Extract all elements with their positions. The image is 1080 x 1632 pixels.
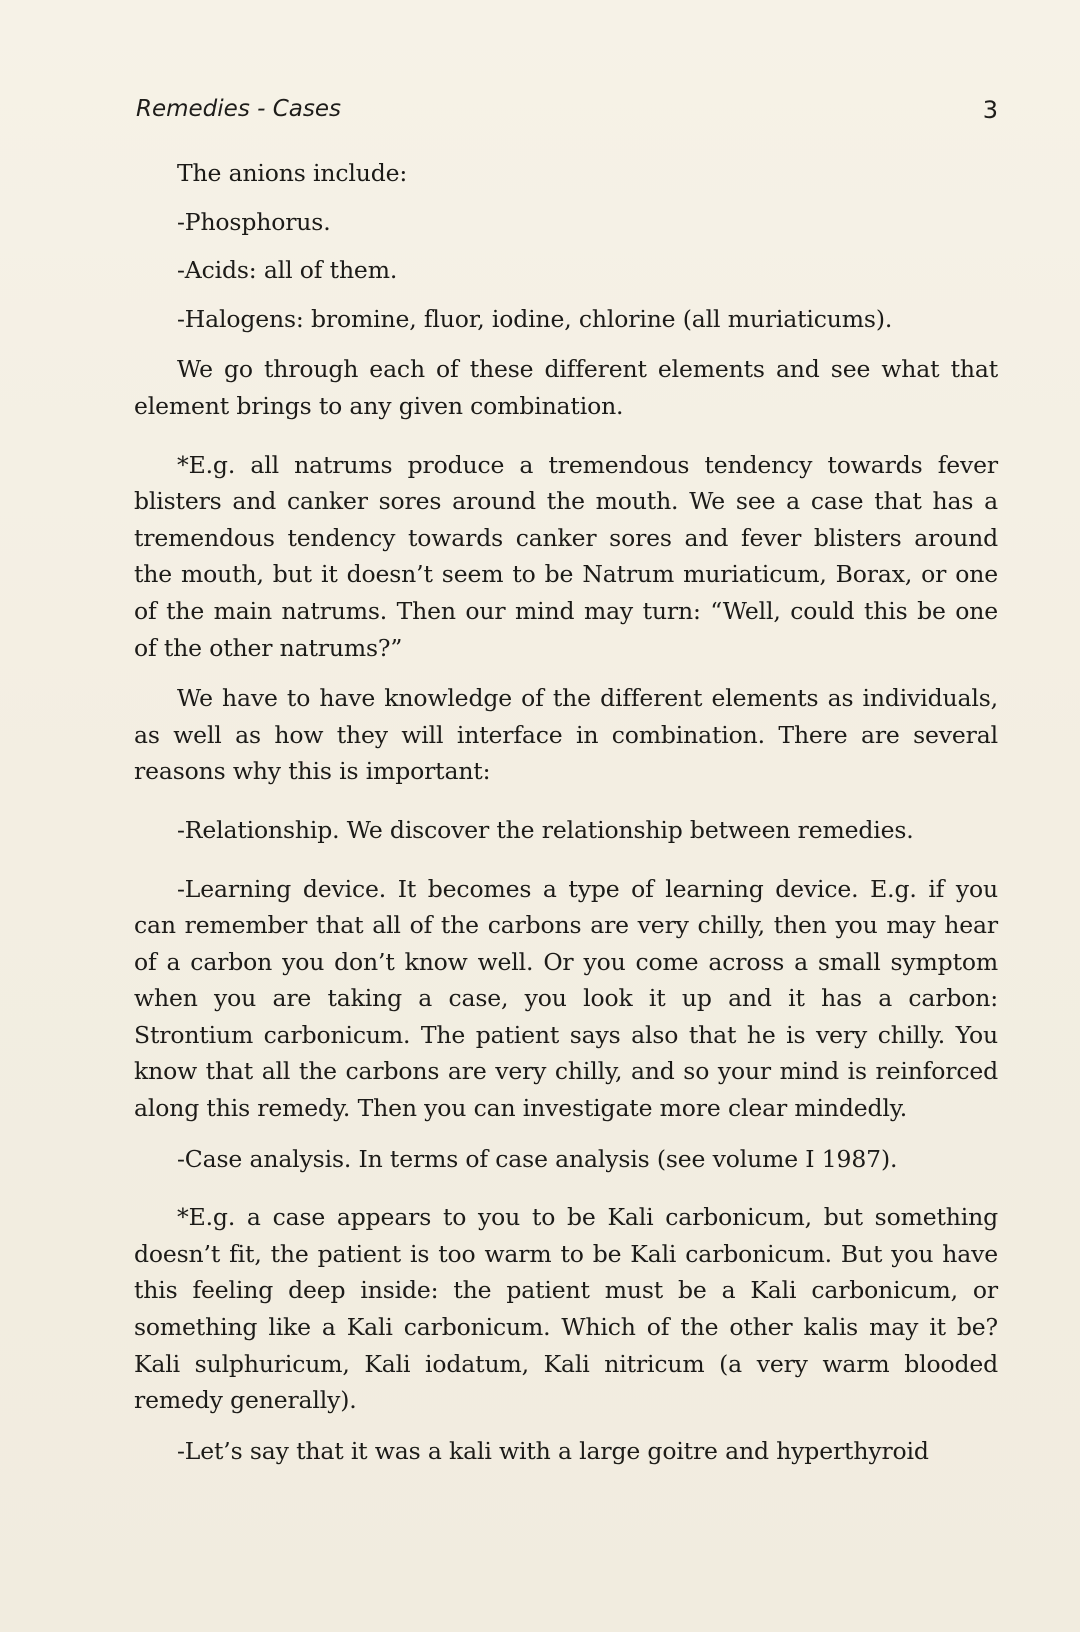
page-number: 3 [982,96,998,124]
paragraph-anions-intro: The anions include: [177,159,408,187]
paragraph-goitre: -Let’s say that it was a kali with a large goitre and hyperthyroid [177,1436,929,1465]
paragraph-natrums-example: *E.g. all natrums produce a tremendous tendency towards fever blisters and canker sores around the mouth. We see a case that has a tremendous tendency towards canker sores and fever blisters around the mouth, but it doesn’t seem to be Natrum muriaticum, Borax, or one of the main natrums. Then our mind may turn: “Well, could this be one of the other natrums?” [134,450,998,662]
page-header [136,96,998,130]
list-item-acids: -Acids: all of them. [177,256,398,285]
list-item-learning-device: -Learning device. It becomes a type of learning device. E.g. if you can remember that all of the carbons are very chilly, then you may hear of a carbon you don’t know well. Or you come across a small symptom when you are taking a case, you look it up and it has a carbon: Strontium carbonicum. The patient says also that he is very chilly. You know that all the carbons are very chilly, and so your mind is reinforced along this remedy. Then you can investigate more clear mindedly. [134,874,998,1123]
body-text [134,155,998,1469]
running-head: Remedies - Cases [136,96,342,122]
list-item-phosphorus: -Phosphorus. [177,207,331,236]
paragraph-kali-example: *E.g. a case appears to you to be Kali carbonicum, but something doesn’t fit, the patient is too warm to be Kali carbonicum. But you have this feeling deep inside: the patient must be a Kali carbonicum, or something like a Kali carbonicum. Which of the other kalis may it be? Kali sulphuricum, Kali iodatum, Kali nitricum (a very warm blooded remedy generally). [134,1203,998,1415]
paragraph-elements: We go through each of these different elements and see what that element brings to any given combination. [134,355,998,420]
paragraph-knowledge: We have to have knowledge of the different elements as individuals, as well as how they will interface in combination. There are several reasons why this is important: [134,684,998,786]
list-item-halogens: -Halogens: bromine, fluor, iodine, chlorine (all muriaticums). [177,304,893,333]
list-item-case-analysis: -Case analysis. In terms of case analysis (see volume I 1987). [177,1144,898,1173]
list-item-relationship: -Relationship. We discover the relationship between remedies. [177,815,914,844]
